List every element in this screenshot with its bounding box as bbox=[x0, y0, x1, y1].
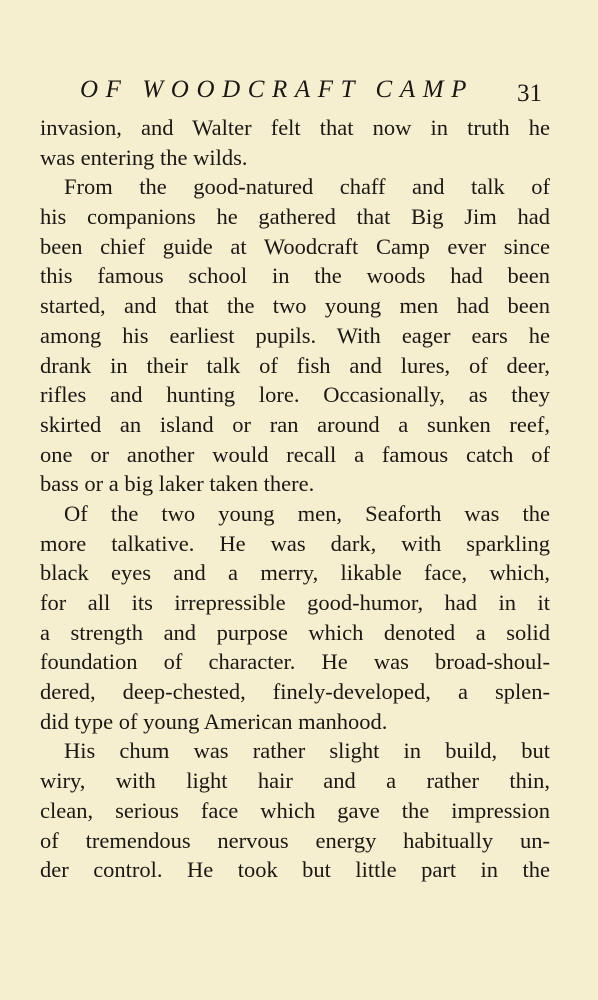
text-line: of tremendous nervous energy habitually un- bbox=[40, 827, 550, 853]
text-line: wiry, with light hair and a rather thin, bbox=[40, 768, 550, 794]
text-line: From the good-natured chaff and talk of bbox=[64, 174, 550, 200]
body-text bbox=[40, 113, 550, 885]
text-line: one or another would recall a famous catch of bbox=[40, 441, 550, 467]
text-line: among his earliest pupils. With eager ears he bbox=[40, 322, 550, 348]
text-line: clean, serious face which gave the impression bbox=[40, 797, 550, 823]
text-line: bass or a big laker taken there. bbox=[40, 471, 315, 497]
text-line: drank in their talk of fish and lures, of deer, bbox=[40, 352, 550, 378]
running-head-title: OF WOODCRAFT CAMP bbox=[80, 76, 474, 103]
text-line: invasion, and Walter felt that now in truth he bbox=[40, 115, 550, 140]
text-line: Of the two young men, Seaforth was the bbox=[64, 500, 550, 526]
page-number: 31 bbox=[517, 80, 542, 107]
text-line: been chief guide at Woodcraft Camp ever since bbox=[40, 233, 550, 259]
text-line: did type of young American manhood. bbox=[40, 708, 388, 734]
text-line: his companions he gathered that Big Jim had bbox=[40, 204, 550, 230]
running-head bbox=[80, 76, 550, 110]
text-line: started, and that the two young men had been bbox=[40, 293, 550, 319]
text-line: for all its irrepressible good-humor, had in it bbox=[40, 590, 550, 615]
text-line: was entering the wilds. bbox=[40, 144, 248, 170]
text-line: der control. He took but little part in the bbox=[40, 857, 550, 883]
text-line: foundation of character. He was broad-shoul- bbox=[40, 649, 550, 675]
text-line: this famous school in the woods had been bbox=[40, 263, 550, 289]
text-line: rifles and hunting lore. Occasionally, as they bbox=[40, 382, 550, 408]
text-line: a strength and purpose which denoted a solid bbox=[40, 619, 550, 645]
text-line: His chum was rather slight in build, but bbox=[64, 738, 550, 764]
text-line: dered, deep-chested, finely-developed, a splen- bbox=[40, 679, 550, 705]
text-line: black eyes and a merry, likable face, which, bbox=[40, 560, 550, 586]
text-line: more talkative. He was dark, with sparkling bbox=[40, 530, 550, 556]
text-line: skirted an island or ran around a sunken reef, bbox=[40, 411, 550, 437]
